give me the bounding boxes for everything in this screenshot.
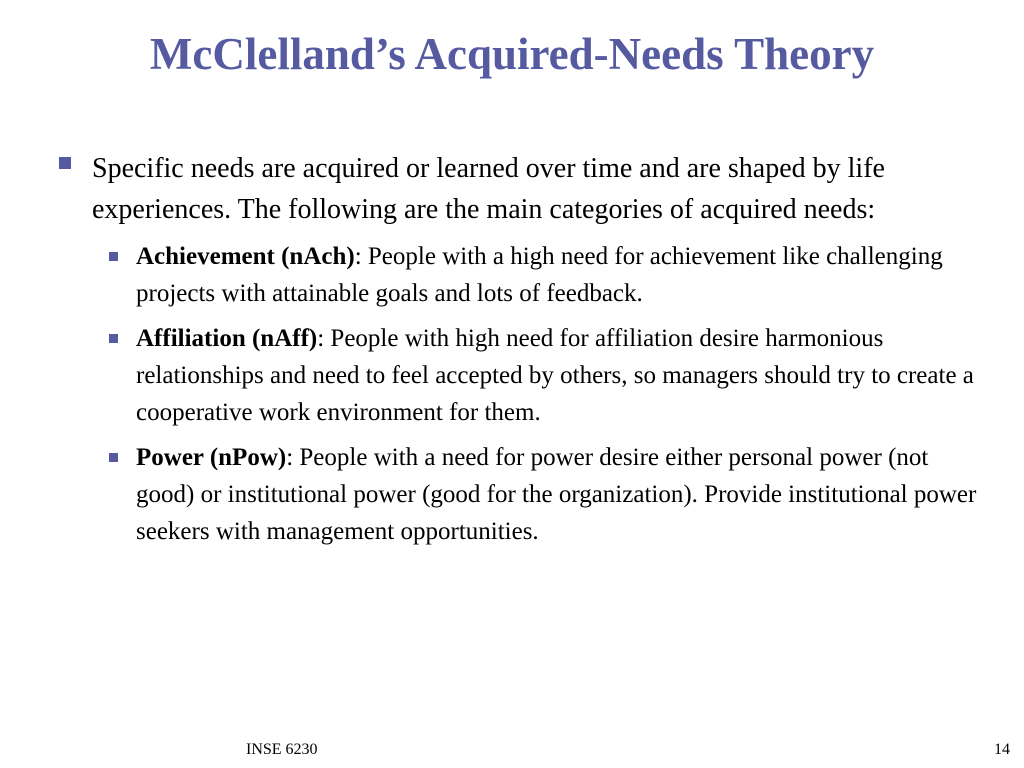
- square-bullet-icon: [109, 453, 118, 462]
- page-number: 14: [994, 741, 1010, 758]
- slide-body: [0, 148, 1024, 550]
- footer-course-label: INSE 6230: [246, 741, 318, 758]
- intro-text: Specific needs are acquired or learned over time and are shaped by life experiences. The following are the main categories of acquired needs:: [92, 153, 885, 225]
- need-description: : People with high need for affiliation desire harmonious relationships and need to feel accepted by others, so managers should try to create a cooperative work environment for them.: [136, 325, 974, 426]
- need-term: Achievement (nAch): [136, 243, 355, 270]
- square-bullet-icon: [109, 252, 118, 261]
- need-description: : People with a need for power desire either personal power (not good) or institutional power (good for the organization). Provide institutional power seekers with management opportunities.: [136, 444, 977, 545]
- square-bullet-icon: [109, 334, 118, 343]
- need-item-power: [136, 439, 986, 550]
- need-term: Power (nPow): [136, 444, 287, 471]
- need-description: : People with a high need for achievement like challenging projects with attainable goals and lots of feedback.: [136, 243, 943, 307]
- intro-bullet: [92, 148, 982, 230]
- need-term: Affiliation (nAff): [136, 325, 318, 352]
- need-item-achievement: [136, 238, 986, 312]
- square-bullet-icon: [59, 157, 71, 169]
- slide-title: McClelland’s Acquired-Needs Theory: [149, 29, 875, 79]
- need-item-affiliation: [136, 320, 986, 431]
